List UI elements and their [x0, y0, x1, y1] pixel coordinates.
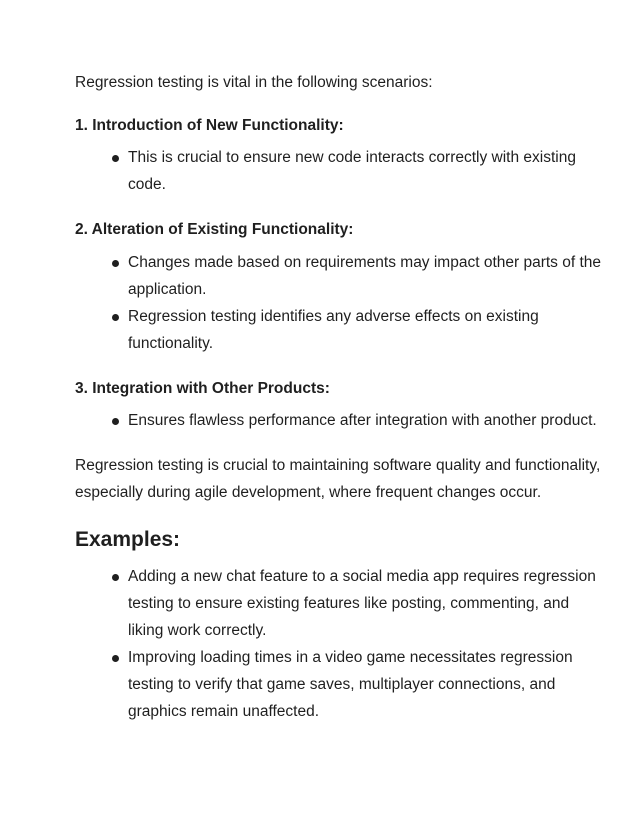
example-2-line-2: testing to verify that game saves, multiplayer connections, and [128, 676, 556, 693]
bullet-icon [112, 655, 119, 662]
example-2-line-3: graphics remain unaffected. [128, 703, 319, 720]
example-2-line-1: Improving loading times in a video game necessitates regression [128, 649, 573, 666]
bullet-icon [112, 155, 119, 162]
section-2-bullet-1-line-1: Changes made based on requirements may impact other parts of the [128, 254, 602, 271]
example-1-line-1: Adding a new chat feature to a social media app requires regression [128, 568, 596, 585]
section-3-bullet-1-line-1: Ensures flawless performance after integration with another product. [128, 412, 597, 429]
bullet-icon [112, 260, 119, 267]
example-1-line-3: liking work correctly. [128, 622, 267, 639]
examples-title: Examples: [75, 528, 181, 551]
section-2-heading: 2. Alteration of Existing Functionality: [75, 221, 354, 238]
section-2-bullet-2-line-2: functionality. [128, 335, 214, 352]
section-1-bullet-1-line-1: This is crucial to ensure new code interacts correctly with existing [128, 149, 576, 166]
summary-line-2: especially during agile development, where frequent changes occur. [75, 484, 542, 501]
section-1-bullet-1-line-2: code. [128, 176, 166, 193]
bullet-icon [112, 314, 119, 321]
summary-line-1: Regression testing is crucial to maintaining software quality and functionality, [75, 457, 601, 474]
bullet-icon [112, 574, 119, 581]
section-2-bullet-1-line-2: application. [128, 281, 207, 298]
section-2-bullet-2-line-1: Regression testing identifies any adverse effects on existing [128, 308, 539, 325]
intro-text: Regression testing is vital in the following scenarios: [75, 74, 433, 91]
bullet-icon [112, 418, 119, 425]
example-1-line-2: testing to ensure existing features like posting, commenting, and [128, 595, 570, 612]
section-3-heading: 3. Integration with Other Products: [75, 380, 330, 397]
section-1-heading: 1. Introduction of New Functionality: [75, 117, 344, 134]
